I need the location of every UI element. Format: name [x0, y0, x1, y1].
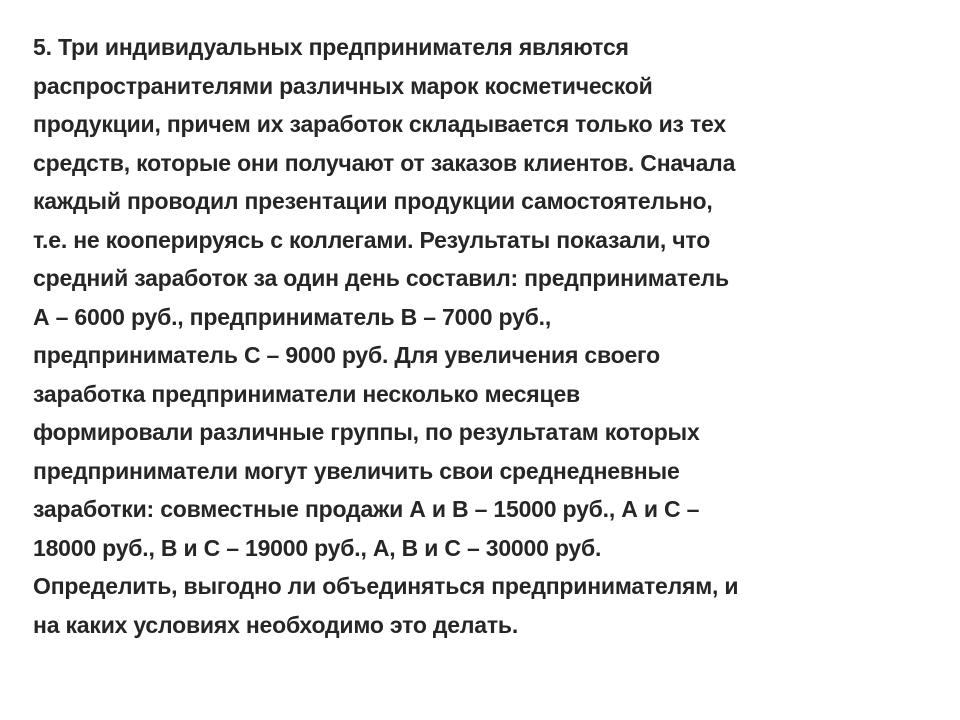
- text-line: средний заработок за один день составил: предприниматель: [33, 265, 729, 291]
- text-line: распространителями различных марок косметической: [33, 72, 653, 99]
- text-line: т.е. не кооперируясь с коллегами. Результаты показали, что: [33, 226, 711, 253]
- text-line: заработки: совместные продажи А и В – 15000 руб., А и С –: [33, 496, 700, 522]
- text-line: Определить, выгодно ли объединяться предпринимателям, и: [33, 573, 739, 599]
- text-line: продукции, причем их заработок складывается только из тех: [33, 111, 726, 137]
- task-text: [33, 28, 738, 644]
- text-line: 5. Три индивидуальных предпринимателя являются: [33, 34, 629, 60]
- text-line: 18000 руб., В и С – 19000 руб., А, В и С – 30000 руб.: [33, 534, 602, 561]
- text-line: каждый проводил презентации продукции самостоятельно,: [33, 188, 713, 214]
- text-line: средств, которые они получают от заказов клиентов. Сначала: [33, 149, 736, 176]
- text-line: формировали различные группы, по результатам которых: [33, 419, 700, 445]
- text-line: предприниматель С – 9000 руб. Для увеличения своего: [33, 342, 660, 368]
- text-line: на каких условиях необходимо это делать.: [33, 611, 519, 638]
- text-line: А – 6000 руб., предприниматель В – 7000 руб.,: [33, 303, 552, 330]
- text-line: предприниматели могут увеличить свои среднедневные: [33, 457, 680, 484]
- text-line: заработка предприниматели несколько месяцев: [33, 380, 580, 407]
